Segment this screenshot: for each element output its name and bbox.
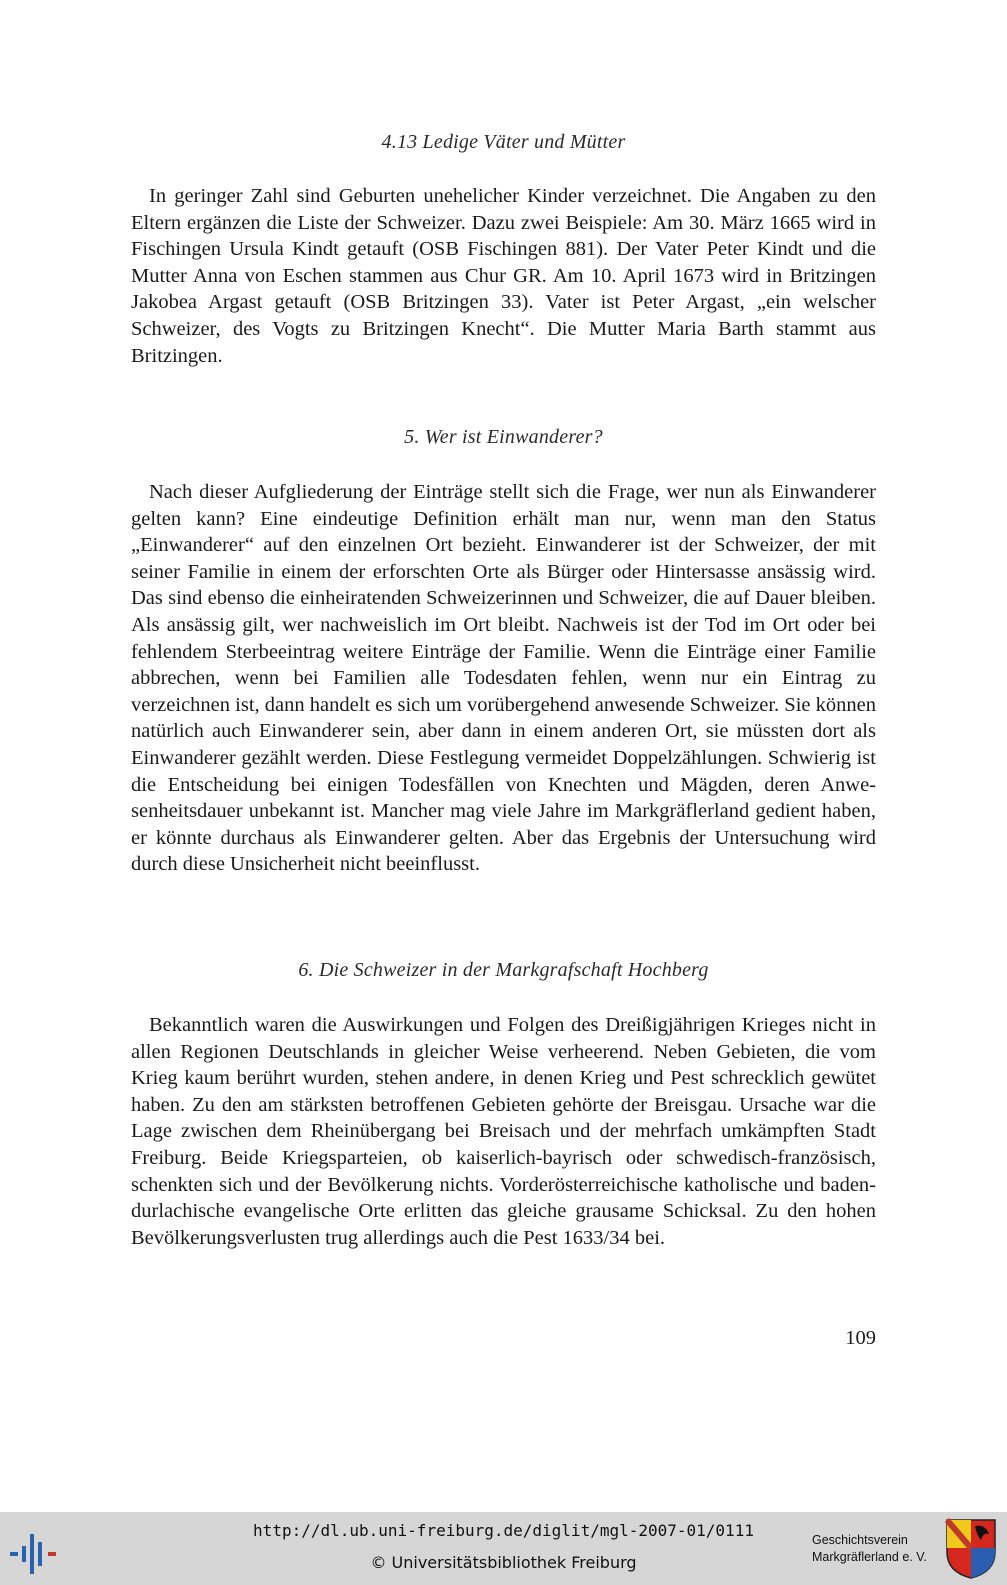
footer-url-link[interactable]: http://dl.ub.uni-freiburg.de/diglit/mgl-2007-01/0111 (253, 1521, 754, 1540)
section-paragraph-4-13 (131, 183, 876, 369)
section-paragraph-5 (131, 479, 876, 878)
section-paragraph-6 (131, 1012, 876, 1251)
section-heading-6: 6. Die Schweizer in der Markgrafschaft Hochberg (298, 959, 709, 981)
footer-copyright: © Universitätsbibliothek Freiburg (370, 1553, 637, 1572)
page-number: 109 (845, 1327, 876, 1349)
section-heading-5: 5. Wer ist Einwanderer? (404, 426, 603, 448)
footer-org-line2: Markgräflerland e. V. (812, 1550, 927, 1564)
paragraph-text: Nach dieser Aufgliederung der Einträge stellt sich die Frage, wer nun als Einwanderer gelten kann? Eine eindeutige Definition erhält man nur, wenn man den Status „Einwanderer“ auf den einzelnen Ort bezieht. Einwanderer ist der Schweizer, der mit seiner Familie in einem der erforschten Orte als Bürger oder Hintersasse ansässig wird. Das sind ebenso die einheiratenden Schweizerinnen und Schweizer, die auf Dauer bleiben. Als ansässig gilt, wer nachweislich im Ort bleibt. Nachweis ist der Tod im Ort oder bei fehlendem Sterbeeintrag weitere Einträge der Familie. Wenn die Einträge einer Familie abbrechen, wenn bei Familien alle Todesdaten fehlen, wenn nur ein Eintrag zu verzeichnen ist, dann handelt es sich um vorübergehend anwesende Schweizer. Sie können natürlich auch Einwanderer sein, aber dann in einem anderen Ort, sie müssten dort als Einwanderer gezählt werden. Diese Festlegung vermeidet Doppelzählungen. Schwierig ist die Entscheidung bei einigen Todesfällen von Knechten und Mägden, deren Anwesenheitsdauer unbekannt ist. Mancher mag viele Jahre im Markgräflerland gedient haben, er könnte durchaus als Einwanderer gelten. Aber das Ergebnis der Untersuchung wird durch diese Unsicherheit nicht beeinflusst. (131, 481, 876, 876)
footer-org-line1: Geschichtsverein (812, 1533, 908, 1547)
coat-of-arms-icon (945, 1518, 997, 1580)
paragraph-text: In geringer Zahl sind Geburten unehelicher Kinder verzeichnet. Die Angaben zu den Eltern ergänzen die Liste der Schweizer. Dazu zwei Beispiele: Am 30. März 1665 wird in Fischingen Ursula Kindt getauft (OSB Fischingen 881). Der Vater Peter Kindt und die Mutter Anna von Eschen stammen aus Chur GR. Am 10. April 1673 wird in Britzingen Jakobea Argast getauft (OSB Britzingen 33). Vater ist Peter Argast, „ein welscher Schweizer, des Vogts zu Britzingen Knecht“. Die Mutter Maria Barth stammt aus Britzingen. (131, 185, 876, 367)
section-heading-4-13: 4.13 Ledige Väter und Mütter (381, 131, 626, 153)
footer-organization (812, 1532, 942, 1566)
paragraph-text: Bekanntlich waren die Auswirkungen und Folgen des Dreißigjährigen Krieges nicht in allen Regionen Deutschlands in gleicher Weise verheerend. Neben Gebieten, die vom Krieg kaum berührt wurden, stehen andere, in denen Krieg und Pest schrecklich gewütet haben. Zu den am stärksten betroffenen Gebieten gehörte der Breisgau. Ursache war die Lage zwischen dem Rheinübergang bei Breisach und der mehrfach umkämpften Stadt Freiburg. Beide Kriegsparteien, ob kaiserlich-bayrisch oder schwedisch-französisch, schenkten sich und der Bevölkerung nichts. Vorderösterreichische katholische und baden-durlachische evangelische Orte erlitten das gleiche grausame Schicksal. Zu den hohen Bevölkerungsverlusten trug allerdings auch die Pest 1633/34 bei. (131, 1014, 876, 1249)
